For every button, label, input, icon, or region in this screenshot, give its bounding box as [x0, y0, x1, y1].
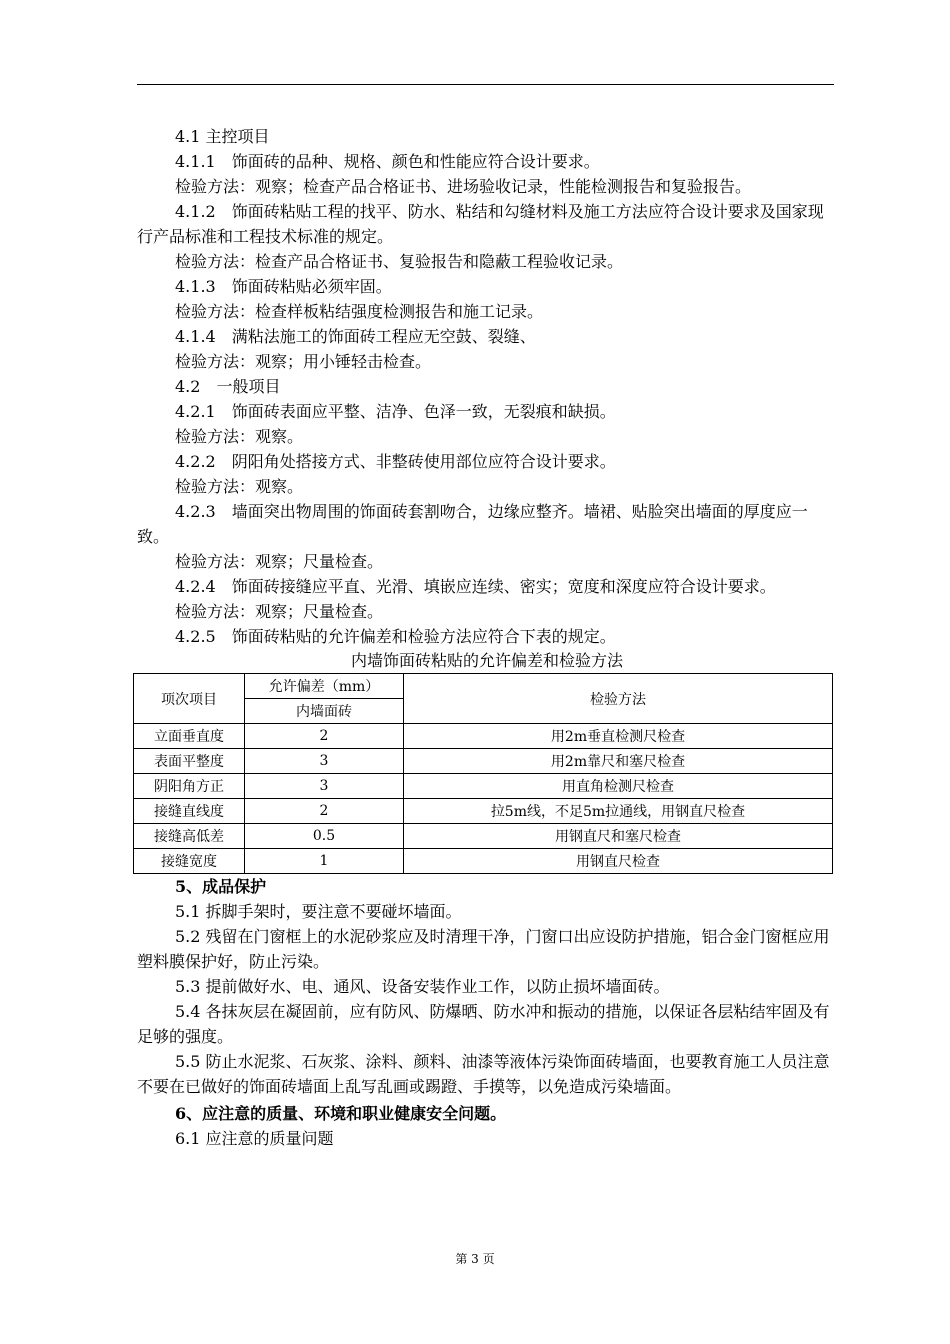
heading-4-2: 4.2 一般项目	[175, 377, 281, 396]
clause-4-2-4: 4.2.4 饰面砖接缝应平直、光滑、填嵌应连续、密实；宽度和深度应符合设计要求。	[175, 577, 776, 596]
method-4-1-2: 检验方法：检查产品合格证书、复验报告和隐蔽工程验收记录。	[175, 252, 624, 271]
clause-4-2-3: 4.2.3 墙面突出物周围的饰面砖套割吻合，边缘应整齐。墙裙、贴脸突出墙面的厚度应一致。	[137, 502, 808, 546]
section-5-heading: 5、成品保护	[175, 877, 267, 896]
row-value: 2	[245, 724, 404, 749]
para-5-4: 5.4 各抹灰层在凝固前，应有防风、防爆晒、防水冲和振动的措施，以保证各层粘结牢固及有足够的强度。	[137, 1002, 830, 1046]
row-item: 阴阳角方正	[134, 774, 245, 799]
clause-4-1-4: 4.1.4 满粘法施工的饰面砖工程应无空鼓、裂缝、	[175, 327, 536, 346]
row-method: 用钢直尺和塞尺检查	[404, 824, 833, 849]
deviation-table	[133, 673, 833, 874]
header-sub: 内墙面砖	[245, 699, 404, 724]
row-value: 0.5	[245, 824, 404, 849]
document-body	[137, 124, 837, 1151]
row-item: 接缝宽度	[134, 849, 245, 874]
row-value: 2	[245, 799, 404, 824]
method-4-1-3: 检验方法：检查样板粘结强度检测报告和施工记录。	[175, 302, 544, 321]
row-method: 拉5m线，不足5m拉通线，用钢直尺检查	[404, 799, 833, 824]
table-row	[134, 849, 833, 874]
row-method: 用2m靠尺和塞尺检查	[404, 749, 833, 774]
para-5-2: 5.2 残留在门窗框上的水泥砂浆应及时清理干净，门窗口出应设防护措施，铝合金门窗框应用塑料膜保护好，防止污染。	[137, 927, 830, 971]
row-value: 1	[245, 849, 404, 874]
row-method: 用2m垂直检测尺检查	[404, 724, 833, 749]
method-4-1-1: 检验方法：观察；检查产品合格证书、进场验收记录，性能检测报告和复验报告。	[175, 177, 752, 196]
row-method: 用直角检测尺检查	[404, 774, 833, 799]
row-item: 表面平整度	[134, 749, 245, 774]
row-value: 3	[245, 749, 404, 774]
row-item: 接缝直线度	[134, 799, 245, 824]
row-method: 用钢直尺检查	[404, 849, 833, 874]
header-rule	[137, 84, 834, 85]
section-6-heading: 6、应注意的质量、环境和职业健康安全问题。	[175, 1104, 507, 1123]
method-4-2-2: 检验方法：观察。	[175, 477, 304, 496]
page-number: 第 3 页	[455, 1252, 495, 1266]
heading-4-1: 4.1 主控项目	[175, 127, 270, 146]
para-5-3: 5.3 提前做好水、电、通风、设备安装作业工作，以防止损坏墙面砖。	[175, 977, 670, 996]
header-deviation: 允许偏差（mm）	[245, 674, 404, 699]
para-5-5: 5.5 防止水泥浆、石灰浆、涂料、颜料、油漆等液体污染饰面砖墙面，也要教育施工人员注意不要在已做好的饰面砖墙面上乱写乱画或踢蹬、手摸等，以免造成污染墙面。	[137, 1052, 830, 1096]
clause-4-1-1: 4.1.1 饰面砖的品种、规格、颜色和性能应符合设计要求。	[175, 152, 600, 171]
row-value: 3	[245, 774, 404, 799]
table-row	[134, 774, 833, 799]
clause-4-1-2: 4.1.2 饰面砖粘贴工程的找平、防水、粘结和勾缝材料及施工方法应符合设计要求及国家现行产品标准和工程技术标准的规定。	[137, 202, 824, 246]
row-item: 立面垂直度	[134, 724, 245, 749]
method-4-2-3: 检验方法：观察；尺量检查。	[175, 552, 384, 571]
clause-4-2-5: 4.2.5 饰面砖粘贴的允许偏差和检验方法应符合下表的规定。	[175, 627, 616, 646]
row-item: 接缝高低差	[134, 824, 245, 849]
header-item: 项次项目	[134, 674, 245, 724]
table-row	[134, 749, 833, 774]
section-6-1: 6.1 应注意的质量问题	[175, 1129, 334, 1148]
clause-4-1-3: 4.1.3 饰面砖粘贴必须牢固。	[175, 277, 392, 296]
para-5-1: 5.1 拆脚手架时，要注意不要碰坏墙面。	[175, 902, 462, 921]
header-method: 检验方法	[404, 674, 833, 724]
table-row	[134, 799, 833, 824]
table-caption: 内墙饰面砖粘贴的允许偏差和检验方法	[350, 651, 623, 670]
method-4-2-4: 检验方法：观察；尺量检查。	[175, 602, 384, 621]
table-row	[134, 724, 833, 749]
clause-4-2-2: 4.2.2 阴阳角处搭接方式、非整砖使用部位应符合设计要求。	[175, 452, 616, 471]
method-4-2-1: 检验方法：观察。	[175, 427, 304, 446]
clause-4-2-1: 4.2.1 饰面砖表面应平整、洁净、色泽一致，无裂痕和缺损。	[175, 402, 616, 421]
table-row	[134, 824, 833, 849]
method-4-1-4: 检验方法：观察；用小锤轻击检查。	[175, 352, 432, 371]
